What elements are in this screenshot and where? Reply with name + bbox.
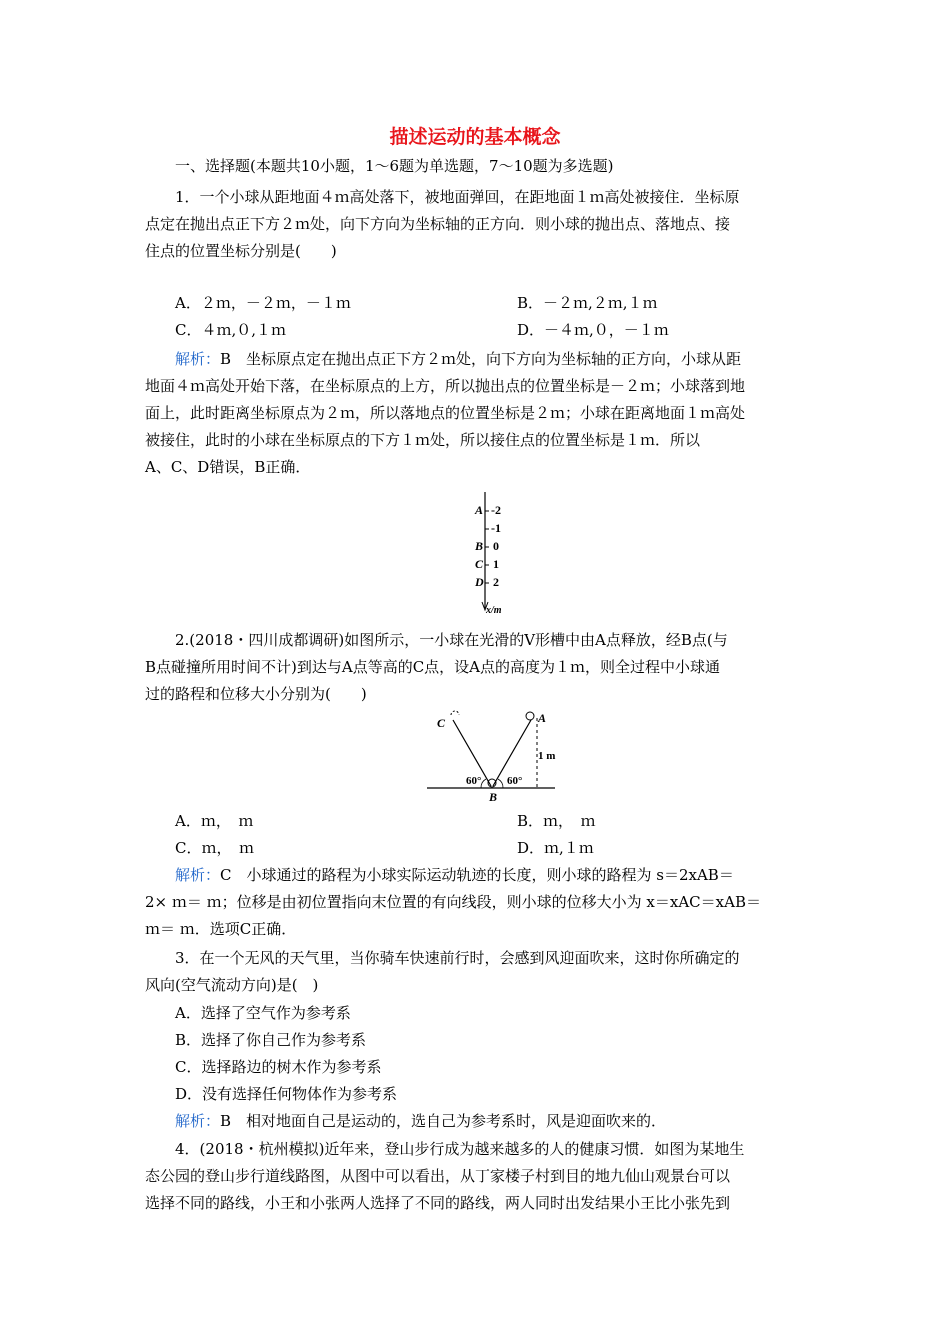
q1-text-line: 点定在抛出点正下方２ｍ处，向下方向为坐标轴的正方向．则小球的抛出点、落地点、接 [145,215,731,233]
page-title: 描述运动的基本概念 [389,126,561,148]
q1-analysis-line: 地面４ｍ高处开始下落，在坐标原点的上方，所以抛出点的位置坐标是－２ｍ；小球落到地 [145,377,746,395]
point-a-label: A [475,503,484,517]
q4-text-line: 选择不同的路线，小王和小张两人选择了不同的路线，两人同时出发结果小王比小张先到 [145,1194,731,1212]
q3-option: A．选择了空气作为参考系 [175,1004,351,1022]
q1-analysis-line: A、C、D错误，B正确． [145,458,311,476]
q1-axis-figure [470,492,530,616]
point-c-label: C [475,557,484,571]
q3-analysis-line: 解析：B 相对地面自己是运动的，选自己为参考系时，风是迎面吹来的． [175,1112,667,1130]
point-c-label: C [437,716,446,730]
tick-label: -2 [491,503,501,517]
q3-text-line: 3．在一个无风的天气里，当你骑车快速前行时，会感到风迎面吹来，这时你所确定的 [175,949,740,967]
angle-label: 60° [507,775,523,787]
q4-text-line: 态公园的登山步行道线路图，从图中可以看出，从丁家楼子村到目的地九仙山观景台可以 [145,1167,731,1185]
q2-option-a: A．ｍ， ｍ [175,812,254,830]
q1-text-line: 住点的位置坐标分别是( ) [145,242,337,260]
q1-option-a: A．２ｍ，－２ｍ，－１ｍ [175,294,351,312]
analysis-label: 解析： [175,350,221,368]
q1-option-b: B．－２ｍ,２ｍ,１ｍ [517,294,658,312]
q2-text-line: B点碰撞所用时间不计)到达与A点等高的C点，设A点的高度为１ｍ，则全过程中小球通 [145,658,721,676]
point-b-label: B [489,790,498,804]
q2-option-d: D．ｍ,１ｍ [517,839,594,857]
q2-text-line: 过的路程和位移大小分别为( ) [145,685,367,703]
q1-analysis-line: 被接住，此时的小球在坐标原点的下方１ｍ处，所以接住点的位置坐标是１ｍ．所以 [145,431,701,449]
tick-label: 0 [493,539,499,553]
q2-groove-figure [425,708,565,804]
tick-label: 1 [493,557,499,571]
tick-label: 2 [493,575,499,589]
q3-option: D．没有选择任何物体作为参考系 [175,1085,398,1103]
q3-option: C．选择路边的树木作为参考系 [175,1058,382,1076]
section-heading: 一、选择题(本题共10小题，1～6题为单选题，7～10题为多选题) [175,157,614,175]
angle-label: 60° [466,775,482,787]
q2-option-b: B．ｍ， ｍ [517,812,596,830]
q3-option: B．选择了你自己作为参考系 [175,1031,367,1049]
q1-option-c: C．４ｍ,０,１ｍ [175,321,287,339]
q2-text-line: 2.(2018・四川成都调研)如图所示，一小球在光滑的V形槽中由A点释放，经B点(与 [175,631,728,649]
q2-analysis-line: 2× ｍ＝ ｍ；位移是由初位置指向末位置的有向线段，则小球的位移大小为 x＝xAC＝xAB＝ [145,893,761,911]
q1-analysis-line: 解析：B 坐标原点定在抛出点正下方２ｍ处，向下方向为坐标轴的正方向，小球从距 [175,350,742,368]
q2-analysis-line: 解析：C 小球通过的路程为小球实际运动轨迹的长度，则小球的路程为 s＝2xAB＝ [175,866,734,884]
height-label: 1 m [538,750,556,762]
analysis-label: 解析： [175,1112,221,1130]
point-b-label: B [475,539,484,553]
q1-option-d: D．－４ｍ,０，－１ｍ [517,321,669,339]
q1-analysis-line: 面上，此时距离坐标原点为２ｍ，所以落地点的位置坐标是２ｍ；小球在距离地面１ｍ高处 [145,404,746,422]
analysis-label: 解析： [175,866,221,884]
q1-text-line: 1．一个小球从距地面４ｍ高处落下，被地面弹回，在距地面１ｍ高处被接住．坐标原 [175,188,740,206]
point-a-label: A [538,711,547,725]
tick-label: -1 [491,521,501,535]
q4-text-line: 4．(2018・杭州模拟)近年来，登山步行成为越来越多的人的健康习惯．如图为某地生 [175,1140,745,1158]
q3-text-line: 风向(空气流动方向)是( ) [145,976,319,994]
axis-unit-label: x/m [486,605,502,616]
q2-option-c: C．ｍ， ｍ [175,839,254,857]
q2-analysis-line: ｍ＝ ｍ．选项C正确． [145,920,297,938]
point-d-label: D [475,575,484,589]
